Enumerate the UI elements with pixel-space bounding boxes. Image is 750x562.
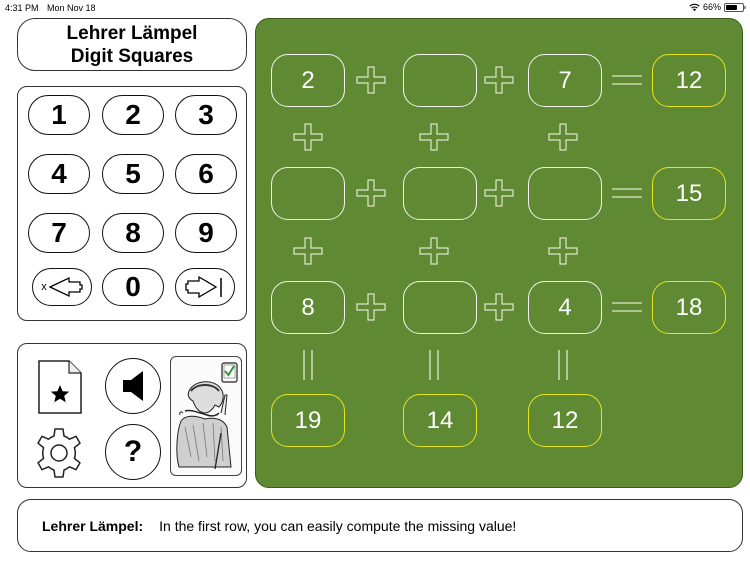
- row-sum-1: 12: [652, 54, 726, 107]
- col-sum-2: 14: [403, 394, 477, 447]
- cell-r2-c3[interactable]: [528, 167, 602, 220]
- next-button[interactable]: [175, 268, 235, 306]
- wifi-icon: [689, 3, 700, 12]
- plus-icon: [484, 179, 514, 207]
- battery-tip: [744, 6, 746, 9]
- checkmark-icon: [222, 363, 237, 382]
- cell-r3-c1[interactable]: 8: [271, 281, 345, 334]
- status-bar: [0, 0, 750, 16]
- forward-to-bar-icon: [184, 275, 226, 299]
- equals-icon: [611, 73, 643, 87]
- key-2[interactable]: 2: [102, 95, 164, 135]
- col-sum-3: 12: [528, 394, 602, 447]
- plus-icon: [293, 237, 323, 265]
- key-3[interactable]: 3: [175, 95, 237, 135]
- game-board: [255, 18, 743, 488]
- equals-vertical-icon: [556, 349, 570, 381]
- battery-fill: [726, 5, 737, 10]
- equals-vertical-icon: [427, 349, 441, 381]
- help-icon: ?: [123, 435, 143, 468]
- cell-r1-c3[interactable]: 7: [528, 54, 602, 107]
- key-4[interactable]: 4: [28, 154, 90, 194]
- document-star-icon: [37, 359, 83, 415]
- delete-x-label: x: [41, 281, 47, 293]
- message-speaker: Lehrer Lämpel:: [42, 517, 144, 534]
- settings-button[interactable]: [30, 424, 88, 482]
- key-7[interactable]: 7: [28, 213, 90, 253]
- sound-button[interactable]: [105, 358, 161, 414]
- key-6[interactable]: 6: [175, 154, 237, 194]
- cell-r3-c3[interactable]: 4: [528, 281, 602, 334]
- equals-icon: [611, 186, 643, 200]
- plus-icon: [484, 66, 514, 94]
- cell-r2-c2[interactable]: [403, 167, 477, 220]
- key-1[interactable]: 1: [28, 95, 90, 135]
- teacher-card[interactable]: [170, 356, 242, 476]
- key-8[interactable]: 8: [102, 213, 164, 253]
- plus-icon: [548, 123, 578, 151]
- key-0[interactable]: 0: [102, 268, 164, 306]
- cell-r1-c1[interactable]: 2: [271, 54, 345, 107]
- title-line-1: Lehrer Lämpel: [66, 22, 198, 44]
- key-5[interactable]: 5: [102, 154, 164, 194]
- cell-r3-c2[interactable]: [403, 281, 477, 334]
- plus-icon: [356, 179, 386, 207]
- plus-icon: [484, 293, 514, 321]
- message-bar: [17, 499, 743, 552]
- plus-icon: [293, 123, 323, 151]
- title-line-2: Digit Squares: [70, 45, 194, 67]
- status-time: 4:31 PM: [5, 3, 39, 13]
- plus-icon: [356, 66, 386, 94]
- cell-r2-c1[interactable]: [271, 167, 345, 220]
- plus-icon: [548, 237, 578, 265]
- tools-panel: [17, 343, 247, 488]
- plus-icon: [419, 237, 449, 265]
- backspace-arrow-icon: [49, 276, 83, 298]
- equals-icon: [611, 300, 643, 314]
- status-indicators: [689, 2, 744, 12]
- row-sum-2: 15: [652, 167, 726, 220]
- col-sum-1: 19: [271, 394, 345, 447]
- new-game-button[interactable]: [36, 358, 84, 416]
- teacher-portrait-icon: [171, 357, 242, 476]
- cell-r1-c2[interactable]: [403, 54, 477, 107]
- delete-button[interactable]: [32, 268, 92, 306]
- battery-icon: [724, 3, 744, 12]
- plus-icon: [419, 123, 449, 151]
- battery-percent: 66%: [702, 2, 721, 12]
- message-text: In the first row, you can easily compute the missing value!: [159, 517, 517, 534]
- row-sum-3: 18: [652, 281, 726, 334]
- equals-vertical-icon: [301, 349, 315, 381]
- help-button[interactable]: [105, 424, 161, 480]
- keypad-panel: [17, 86, 247, 321]
- plus-icon: [356, 293, 386, 321]
- gear-icon: [31, 425, 87, 481]
- title-panel: [17, 18, 247, 71]
- key-9[interactable]: 9: [175, 213, 237, 253]
- speaker-icon: [121, 369, 145, 403]
- status-date: Mon Nov 18: [47, 3, 96, 13]
